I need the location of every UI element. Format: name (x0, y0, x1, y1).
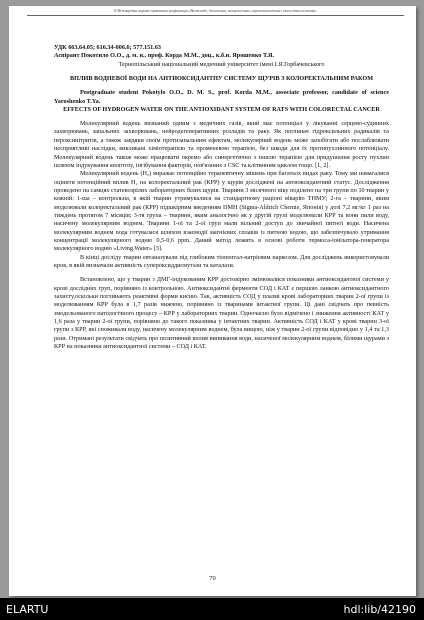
authors-ua: Аспірант Покотило О.О., д. м. н., проф. Корда М.М., доц., к.б.н. Ярошенко Т.Я. (54, 52, 275, 60)
paragraph: В кінці досліду тварин евтаназували під глибоким тіопентал-натрієвим наркозом. Для досліджень використовували кров, в якій визначали активність супероксиддисмутази та каталази. (54, 253, 389, 269)
article-content (54, 44, 389, 351)
page-number: 70 (209, 575, 216, 582)
repository-label[interactable]: ELARTU (6, 603, 49, 616)
title-en: EFFECTS OF HYDROGEN WATER ON THE ANTIOXIDANT SYSTEM OF RATS WITH COLORECTAL CANCER (63, 105, 380, 113)
paragraph: Встановлено, що у тварин з ДМГ-індукованим КРР достовірно змінювалися показники антиоксидантної системи у крові дослідних груп, порівняно із контрольною. Антиоксидантні ферменти СОД і КАТ є першою ланкою антиоксидантного захисту,оскільки поглинають реактивні форми кисню. Так, активність СОД у плазмі крові лабораторних тварин 2-ої групи із моделюванням КРР була в 1,7 разів нижчою, порівняно із тваринами інтактної групи. Ці дані свідчать про певність змодельованого патологічного процесу – КРР у лабораторних тварин. Одночасно було відмічено і зниження активності КАТ у 1,6 раза у тварин 2-ої групи, порівняно до такого показника у інтактних тварин. Активність СОД і КАТ у крові тварин 3-ої групи з КРР, які споживали воду, насичену молекулярним воднем, була вищою, ніж у тварин 2-ої групи відповідно у 1,4 та 1,3 рази. Отримані результати свідчать про позитивний вплив випивання води, насиченої молекулярним воднем, білими щурами з КРР на показники антиоксидантної системи – СОД і КАТ. (54, 276, 389, 351)
viewer-footer (0, 598, 424, 620)
title-ua: ВПЛИВ ВОДНЕВОЇ ВОДИ НА АНТИОКСИДАНТНУ СИСТЕМУ ЩУРІВ З КОЛОРЕКТАЛЬНИМ РАКОМ (69, 75, 374, 83)
handle-id[interactable]: hdl:lib/42190 (343, 603, 416, 616)
running-header: ІІ Міжнародна науково-практична конференція «Вплив води, біологічних, технологічних, агротехнологічних і екологічних аспектів» (114, 9, 317, 13)
header-rule (27, 15, 404, 16)
udk-code: УДК 663.64.05; 616.34-006.6; 577.151.63 (54, 44, 162, 51)
affiliation: Тернопільський національний медичний університет імені І.Я.Горбачевського (118, 60, 325, 68)
paragraph: Молекулярний водень (H₂) виражає потенційно терапевтичну мішень при багатьох видах раку. Тому ми намагалися оцінити потенційний вплив H₂ на колоректальний рак (КРР) у щурів досліджені на антиоксидантний статус. Дослідження проведено на самцях статевозрілих лабораторних білих щурів. Тварини 3 місячного віку поділено на три групи по 10 тварин у кожній: 1-ша – контрольна, в якій тварин утримувалися на стандартному раціоні віварію ТНМУ; 2-га – тварини, яким моделювали колоректальний рак (КРР) підшкірним введенням DMH (Sigma-Aldrich Chemie, Японія) у дозі 7,2 мг/кг 1 раз на тиждень протягом 7 місяців; 3-тя група – тварини, яким аналогічно як у другій групі моделювали КРР та вони пили воду, насичену молекулярним воднем. Тварини 1-ої та 2-ої груп мали вільний доступ до звичайної питної води. Насичена молекулярним воднем вода готувалася шляхом взаємодії магнієвих сплавів із питною водою, що забезпечувало утримання концентрації молекулярного водню 0,5-0,6 ppm. Даний метод лежить в основі роботи термоса-іонізатора-генератора молекулярного водню «Living Water» [3]. (54, 170, 389, 253)
authors-en: Postgraduate student Pokotylo O.O., D. M. S., prof. Korda M.M., associate professor, candidate of science Yaroshenko T.Ya. (54, 89, 389, 105)
paragraph: Молекулярний водень визнаний одним з медичних газів, який має потенціал у лікуванні серцево-судинних захворювань, запальних захворювань, нейродегенеративних розладів та раку. Як поглинач гідроксильних радикалів та пероксинітритів, а також завдяки своїм протизапальним ефектам, молекулярний водень може запобігати або послаблювати несприятливі наслідки, викликані хіміотерапією та променевою терапією, без шкоди для їх протипухлинного потенціалу. Молекулярний водень також може працювати окремо або синергетично з іншою терапією для придушення росту пухлин шляхом індукування апоптозу, інгібування факторів, пов'язаних з CSC та клітинним циклом тощо. [1, 2]. (54, 120, 389, 169)
document-page (9, 6, 416, 596)
